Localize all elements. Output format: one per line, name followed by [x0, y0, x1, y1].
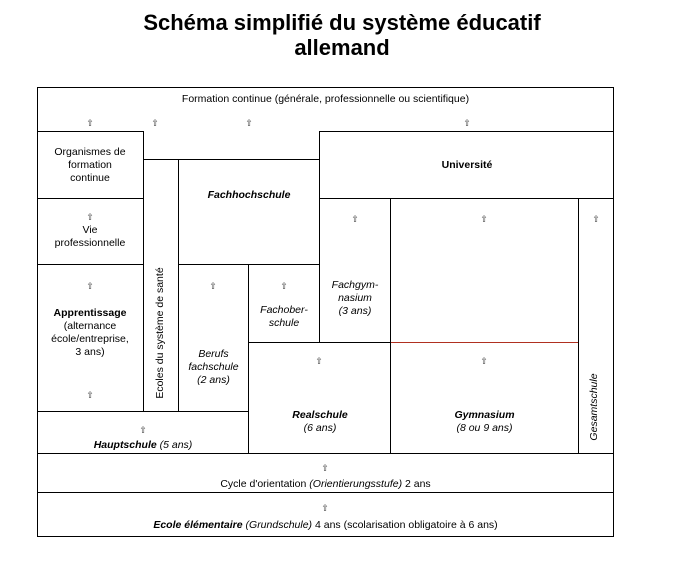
formation-continue-cell: [37, 88, 614, 110]
vie-label-2: professionnelle: [54, 237, 126, 249]
divider: [37, 198, 143, 199]
organismes-cell: [37, 132, 143, 198]
up-arrow-icon: ⇧: [480, 356, 488, 366]
berufsfachschule-label-3: (2 ans): [197, 373, 230, 386]
divider: [37, 492, 614, 493]
berufsfachschule-label-1: Berufs: [198, 347, 229, 360]
realschule-title: Realschule: [292, 409, 348, 421]
vie-professionnelle-cell: [37, 222, 143, 252]
up-arrow-icon: ⇧: [463, 118, 471, 128]
divider: [37, 264, 143, 265]
formation-continue-label: Formation continue (générale, professionnelle ou scientifique): [181, 92, 470, 105]
up-arrow-icon: ⇧: [139, 425, 147, 435]
orientation-cell: [37, 476, 614, 492]
up-arrow-icon: ⇧: [321, 503, 329, 513]
fachgymnasium-label-2: nasium: [338, 291, 372, 304]
gymnasium-top-red-line: [391, 342, 578, 343]
hauptschule-title: Hauptschule: [93, 438, 157, 451]
fachhochschule-cell: [179, 160, 319, 230]
up-arrow-icon: ⇧: [592, 214, 600, 224]
hauptschule-cell: [37, 437, 249, 453]
up-arrow-icon: ⇧: [280, 281, 288, 291]
gymnasium-title: Gymnasium: [454, 409, 515, 421]
fachgymnasium-label-3: (3 ans): [338, 304, 372, 317]
fachgymnasium-cell: [320, 277, 390, 319]
up-arrow-icon: ⇧: [151, 118, 159, 128]
gymnasium-sub: (8 ou 9 ans): [456, 422, 513, 434]
realschule-cell: [249, 408, 391, 436]
orientation-label-italic: (Orientierungsstufe): [309, 477, 403, 490]
berufsfachschule-cell: [179, 346, 248, 388]
gymnasium-cell: [391, 408, 578, 436]
fachgymnasium-label-1: Fachgym-: [331, 278, 379, 291]
elementaire-cell: [37, 516, 614, 534]
up-arrow-icon: ⇧: [315, 356, 323, 366]
gesamtschule-label: Gesamtschule: [588, 373, 600, 441]
divider: [37, 453, 614, 454]
vie-label-1: Vie: [82, 224, 98, 236]
up-arrow-icon: ⇧: [209, 281, 217, 291]
fachhochschule-label: Fachhochschule: [207, 188, 291, 201]
fachoberschule-label-1: Fachober-: [260, 304, 308, 316]
up-arrow-icon: ⇧: [321, 463, 329, 473]
organismes-label-1: Organismes de: [54, 145, 126, 158]
title-line-1: Schéma simplifié du système éducatif: [143, 10, 541, 35]
up-arrow-icon: ⇧: [86, 390, 94, 400]
apprentissage-label-2: école/entreprise,: [51, 333, 129, 345]
fachoberschule-label-2: schule: [268, 317, 300, 329]
up-arrow-icon: ⇧: [351, 214, 359, 224]
hauptschule-sub: (5 ans): [159, 438, 193, 451]
up-arrow-icon: ⇧: [86, 118, 94, 128]
up-arrow-icon: ⇧: [86, 281, 94, 291]
apprentissage-title: Apprentissage: [53, 307, 127, 319]
divider: [178, 264, 320, 265]
fachoberschule-cell: [249, 302, 319, 332]
up-arrow-icon: ⇧: [245, 118, 253, 128]
frame-bottom: [37, 536, 614, 537]
universite-cell: [320, 132, 614, 198]
divider: [143, 131, 144, 412]
apprentissage-label-1: (alternance: [63, 320, 117, 332]
up-arrow-icon: ⇧: [480, 214, 488, 224]
apprentissage-cell: [37, 306, 143, 360]
organismes-label-2: formation: [68, 158, 112, 171]
realschule-sub: (6 ans): [303, 422, 337, 434]
apprentissage-label-3: 3 ans): [75, 346, 105, 358]
elementaire-label-post: 4 ans (scolarisation obligatoire à 6 ans): [312, 518, 498, 531]
berufsfachschule-label-2: fachschule: [188, 360, 239, 373]
orientation-label-pre: Cycle d'orientation: [220, 477, 310, 490]
ecoles-sante-label: Ecoles du système de santé: [154, 267, 166, 399]
divider: [578, 198, 579, 454]
title-line-2: allemand: [294, 35, 390, 60]
up-arrow-icon: ⇧: [86, 212, 94, 222]
elementaire-label-italic: (Grundschule): [242, 518, 313, 531]
organismes-label-3: continue: [70, 171, 110, 184]
divider: [319, 198, 614, 199]
orientation-label-post: 2 ans: [402, 477, 431, 490]
universite-label: Université: [441, 158, 493, 171]
elementaire-label-bold: Ecole élémentaire: [153, 518, 243, 531]
